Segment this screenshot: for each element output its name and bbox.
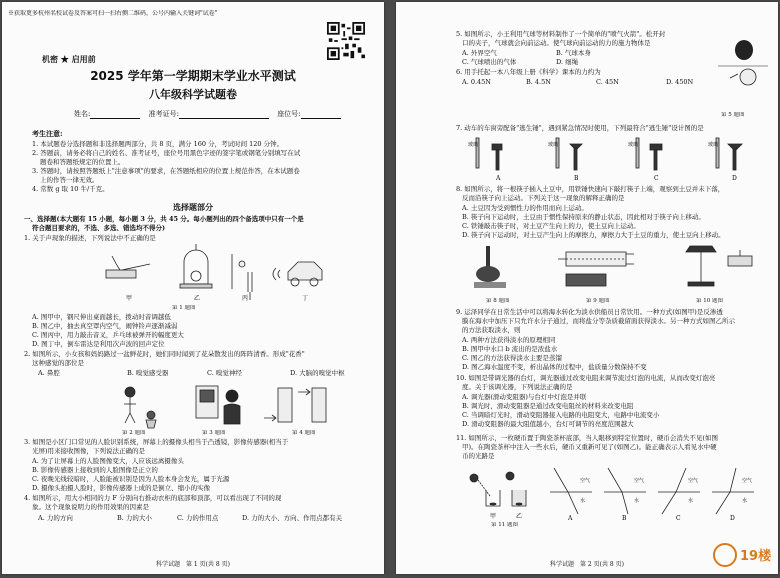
option: B. 嗅觉感受器 bbox=[127, 369, 169, 377]
question-7: 7. 动车的车窗旁配备"逃生锤"，遇到紧急情况时使用，下列最符合"逃生锤"设计图的是 bbox=[456, 124, 704, 132]
bell-jar-figure bbox=[180, 244, 212, 288]
question-3: 光屏)用来接收图像，下列说法正确的是 bbox=[32, 447, 146, 455]
fig-label: 甲 bbox=[490, 513, 497, 520]
option: D. 滑动变阻器的最大阻值越小，台灯可调节的亮度范围越大 bbox=[462, 420, 634, 428]
option: C. 铁锤敲击筷子时，对土豆产生向上的力，使土豆向上运动。 bbox=[462, 222, 640, 230]
page-footer: 科学试题 第 2 页(共 8 页) bbox=[550, 561, 624, 568]
question-10: 10. 如图是带调光器的台灯，调光器通过改变电阻来调节流过灯泡的电流，从而改变灯泡亮 bbox=[456, 374, 716, 382]
option: C. 45N bbox=[596, 78, 619, 86]
fig-label: C bbox=[676, 515, 681, 522]
option: D. 图丁中，倒车雷达是利用次声波的回声定位 bbox=[32, 340, 165, 348]
fig-label: 乙 bbox=[516, 513, 523, 520]
question-5: 口的夹子，气球就会向前运动。使气球向前运动的力的施力物体是 bbox=[462, 39, 651, 47]
exam-subtitle: 八年级科学试题卷 bbox=[149, 88, 237, 101]
secret-label: 机密 ★ 启用前 bbox=[42, 54, 96, 64]
water-label: 水 bbox=[688, 498, 694, 504]
figure-caption: 第 4 题图 bbox=[292, 430, 316, 436]
question-11: 币的光路是 bbox=[462, 452, 495, 460]
exam-page-1 bbox=[2, 2, 384, 574]
option: B. 气球本身 bbox=[556, 49, 591, 57]
option: B. 图甲中水口 b 流出的是浓盐水 bbox=[462, 345, 558, 353]
figure-caption: 第 5 题图 bbox=[721, 112, 745, 118]
option: A. 力的方向 bbox=[38, 514, 73, 522]
fig-label: D bbox=[732, 175, 737, 182]
face-recognition-figure bbox=[196, 386, 240, 424]
notice-title: 考生注意: bbox=[32, 130, 63, 138]
desalination-figure bbox=[558, 252, 634, 286]
question-4: 象。这个现象说明力的作用效果的因素是 bbox=[32, 503, 149, 511]
option: D. 摄像头拍摄人脸时，影像传感器上成的是倒立、缩小的实像 bbox=[32, 484, 211, 492]
reversing-car-figure bbox=[273, 262, 322, 286]
option: A. 调光器(滑动变阻器)与台灯中灯泡是并联 bbox=[462, 393, 587, 401]
option: A. 为了让屏幕上的人脸图像变大，人应该远离摄像头 bbox=[32, 457, 184, 465]
ticket-blank bbox=[179, 111, 269, 119]
option: C. 嗅觉神经 bbox=[207, 369, 242, 377]
question-2: 这种感觉的部位是 bbox=[32, 359, 84, 367]
water-label: 水 bbox=[580, 498, 586, 504]
option: C. 当调暗灯光时，滑动变阻器接入电路的电阻变大，电路中电流变小 bbox=[462, 411, 660, 419]
figure-caption: 第 10 题图 bbox=[696, 298, 723, 304]
fig-label: B bbox=[574, 175, 579, 182]
option: C. 夜晚光线较暗时，人脸能被识别是因为人脸本身会发光，属于光源 bbox=[32, 475, 230, 483]
q7-hammer-figures bbox=[466, 134, 766, 182]
option: C. 气球喷出的气体 bbox=[462, 58, 517, 66]
option: B. 调光时，滑动变阻器是通过改变电阻丝的材料来改变电阻 bbox=[462, 402, 634, 410]
watermark-text: 19楼 bbox=[740, 549, 772, 564]
question-8: 8. 如图所示，将一根筷子插入土豆中，用铁锤快速向下敲打筷子上端，观察到土豆并未下落， bbox=[456, 185, 725, 193]
qr-code-icon bbox=[327, 22, 365, 60]
question-2: 2. 如图所示，小女孩和妈妈路过一盆鲜花时，她们同时闻到了花朵散发出的阵阵清香。形成"花香" bbox=[24, 350, 305, 358]
fig-label: 丁 bbox=[302, 295, 309, 302]
question-10: 度。关于该调光器，下列说法正确的是 bbox=[462, 383, 573, 391]
figure-caption: 第 8 题图 bbox=[486, 298, 510, 304]
exam-page-2 bbox=[396, 2, 778, 574]
name-label: 姓名: bbox=[74, 110, 91, 118]
option: B. 4.5N bbox=[526, 78, 551, 86]
option: B. 影像传感器上接收到的人脸图像是正立的 bbox=[32, 466, 158, 474]
question-3: 3. 如图是小区门口常见的人脸识别系统，屏幕上的摄像头相当于凸透镜，影像传感器(相当于 bbox=[24, 438, 289, 446]
option: B. 力的大小 bbox=[117, 514, 152, 522]
option: B. 图乙中，抽去真空罩内空气，闹钟铃声逐渐减弱 bbox=[32, 322, 178, 330]
section-intro: 符合题目要求的，不选、多选、错选均不得分) bbox=[32, 224, 166, 232]
name-blank bbox=[90, 111, 140, 119]
ray-options bbox=[550, 468, 754, 514]
seat-label: 座位号: bbox=[277, 110, 301, 118]
water-label: 水 bbox=[742, 498, 748, 504]
section-intro: 一、选择题(本大题有 15 小题，每小题 3 分，共 45 分。每小题列出的四个备选项中只有一个是 bbox=[24, 215, 304, 223]
notice-line: 2. 答题前，请务必将自己的姓名、准考证号，座位号用黑色字迹的签字笔或钢笔分别填写在试 bbox=[32, 149, 301, 157]
glass-label: 玻璃 bbox=[548, 142, 559, 148]
promo-banner: ※获取更多杭州名校试卷及答案可扫一扫右侧二维码，公号内输入关键词"试卷" bbox=[8, 10, 218, 17]
question-8: 反而沿筷子向上运动。下列关于这一现象的解释正确的是 bbox=[462, 194, 625, 202]
option: A. 图甲中，钢尺伸出桌面越长，拨动时音调越低 bbox=[32, 313, 171, 321]
glass-label: 玻璃 bbox=[468, 142, 479, 148]
fig-label: B bbox=[622, 515, 627, 522]
fig-label: C bbox=[654, 175, 659, 182]
option: D. 450N bbox=[666, 78, 694, 86]
question-11: 甲)。在陶瓷茶杯中注入一些水后，硬币又重新可见了(如图乙)。能正确表示人看见水中硬 bbox=[462, 443, 717, 451]
figure-caption: 第 3 题图 bbox=[202, 430, 226, 436]
notice-line: 1. 本试题卷分选择题和非选择题两部分，共 8 页，满分 160 分，考试时间 120 分钟。 bbox=[32, 140, 284, 148]
option: C. 图丙中，用力敲击音叉，乒乓球被弹开的幅度更大 bbox=[32, 331, 184, 339]
notice-line: 3. 答题时，请按照答题纸上"注意事项"的要求，在答题纸相应的位置上规范作答，在本试题卷 bbox=[32, 167, 300, 175]
option: D. 力的大小、方向、作用点都有关 bbox=[242, 514, 343, 522]
glass-label: 玻璃 bbox=[628, 142, 639, 148]
option: C. 力的作用点 bbox=[177, 514, 219, 522]
ticket-label: 准考证号: bbox=[148, 110, 179, 118]
option: A. 两种方法获得淡水的原理相同 bbox=[462, 336, 556, 344]
option: D. 筷子向下运动时，对土豆产生向上的摩擦力，摩擦力大于土豆的重力，使土豆向上移动。 bbox=[462, 231, 725, 239]
balloon-rocket-figure bbox=[714, 32, 772, 102]
q8-q10-figures bbox=[466, 242, 766, 292]
notice-line: 题卷和答题纸规定的位置上。 bbox=[40, 158, 125, 166]
student-info-row bbox=[74, 110, 341, 119]
question-9: 膜在海水中加压下只允许水分子通过，而将盐分等杂质截留面获得淡水。另一种方式如图乙所示 bbox=[462, 317, 735, 325]
option: A. 0.45N bbox=[462, 78, 491, 86]
air-label: 空气 bbox=[580, 478, 591, 484]
desk-lamp-figure bbox=[686, 246, 752, 286]
wardrobe-figure bbox=[264, 388, 326, 422]
water-label: 水 bbox=[634, 498, 640, 504]
page-footer: 科学试题 第 1 页(共 8 页) bbox=[156, 561, 230, 568]
question-9: 9. 运泽同学在日常生活中可以将海水转化为淡水供船员日常饮用。一种方式(如图甲)是反渗透 bbox=[456, 308, 723, 316]
fig-label: A bbox=[496, 175, 501, 182]
option: A. 土豆因为受到惯性力的作用而向上运动。 bbox=[462, 204, 588, 212]
option: A. 鼻腔 bbox=[38, 369, 60, 377]
figure-caption: 第 2 题图 bbox=[122, 430, 146, 436]
question-6: 6. 用手托起一本八年级上册《科学》课本的力约为 bbox=[456, 68, 601, 76]
notice-line: 上的作答一律无效。 bbox=[40, 176, 99, 184]
q11-refraction-figures bbox=[462, 462, 762, 522]
option: C. 图乙的方法获得淡水主要是蒸馏 bbox=[462, 354, 562, 362]
notice-line: 4. 常数 g 取 10 牛/千克。 bbox=[32, 185, 109, 193]
potato-chopstick-figure bbox=[474, 246, 506, 288]
air-label: 空气 bbox=[634, 478, 645, 484]
q1-figure bbox=[102, 244, 332, 304]
section-title: 选择题部分 bbox=[173, 202, 213, 212]
fig-label: 甲 bbox=[126, 295, 133, 302]
option: D. 细绳 bbox=[556, 58, 579, 66]
option: A. 外界空气 bbox=[462, 49, 497, 57]
option: B. 筷子向下运动时，土豆由于惯性保持原来的静止状态，因此相对于筷子向上移动。 bbox=[462, 213, 705, 221]
fig-label: 丙 bbox=[242, 295, 249, 302]
question-1: 1. 关于声现象的描述，下列说法中不正确的是 bbox=[24, 234, 156, 242]
glass-label: 玻璃 bbox=[708, 142, 719, 148]
question-4: 4. 如图所示，用大小相同的力 F 分别向右推动衣柜的底部和顶部，可以看出现了不同的现 bbox=[24, 494, 282, 502]
exam-title: 2025 学年第一学期期末学业水平测试 bbox=[90, 69, 296, 83]
fig-label: D bbox=[730, 515, 735, 522]
question-5: 5. 如图所示，小王利用气球等材料制作了一个简单的"喷气火箭"。松开封 bbox=[456, 30, 666, 38]
option: D. 图乙海水温度不变，析出晶体的过程中，盐质量分数保持不变 bbox=[462, 363, 647, 371]
option: D. 大脑的嗅觉中枢 bbox=[290, 369, 345, 377]
ruler-figure bbox=[106, 256, 150, 278]
q2-q4-figures bbox=[112, 380, 342, 432]
figure-caption: 第 11 题图 bbox=[491, 522, 518, 528]
air-label: 空气 bbox=[688, 478, 699, 484]
watermark-logo bbox=[712, 542, 772, 568]
cup-figure bbox=[470, 472, 526, 506]
seat-blank bbox=[301, 111, 341, 119]
girl-flower-figure bbox=[124, 387, 156, 428]
fig-label: 乙 bbox=[194, 295, 201, 302]
tuning-fork-figure bbox=[232, 254, 252, 300]
question-9: 的方法获取淡水，则 bbox=[462, 326, 521, 334]
figure-caption: 第 9 题图 bbox=[586, 298, 610, 304]
fig-label: A bbox=[568, 515, 573, 522]
air-label: 空气 bbox=[742, 478, 753, 484]
figure-caption: 第 1 题图 bbox=[172, 305, 196, 311]
question-11: 11. 如图所示，一枚硬币置于陶瓷茶杯底部，当人眼移到特定位置时，硬币会消失不见(如图 bbox=[456, 434, 718, 442]
